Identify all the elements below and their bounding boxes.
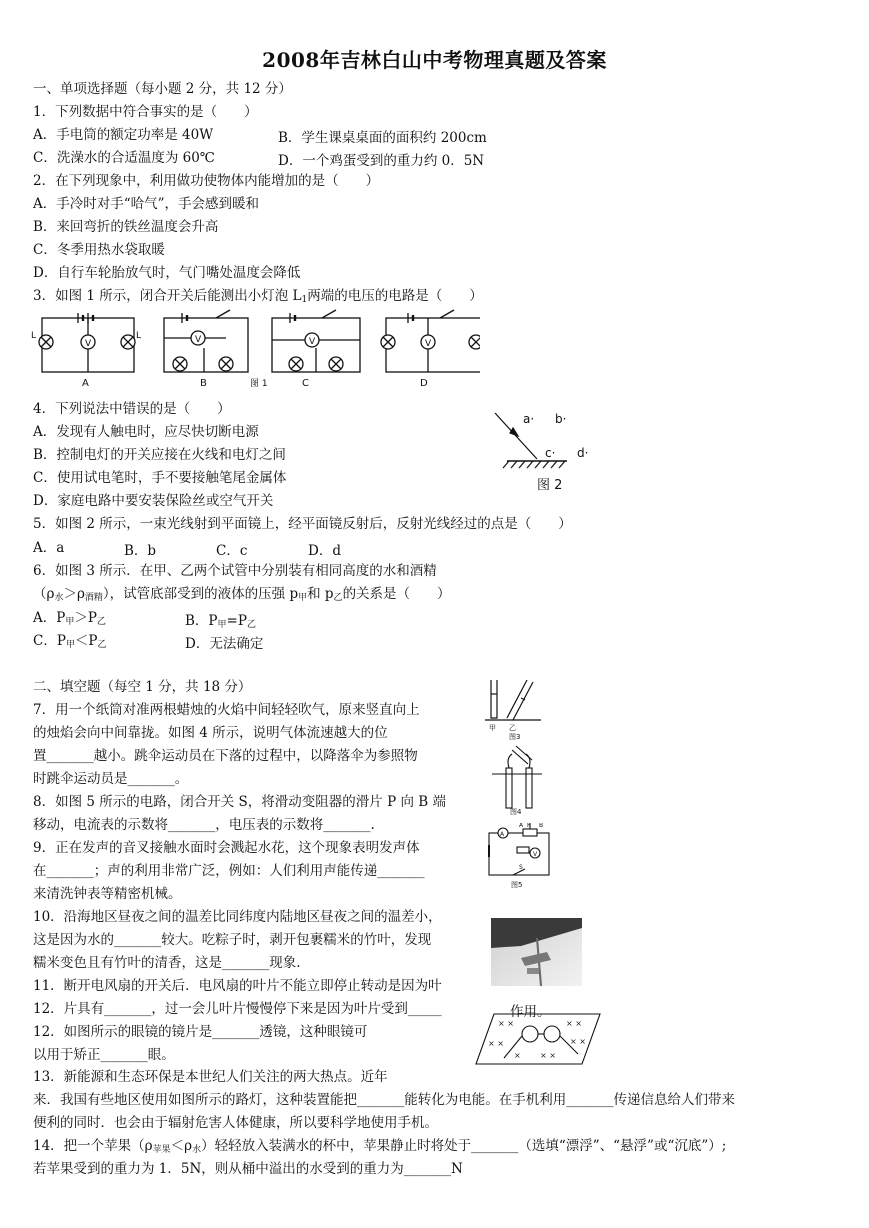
q2-option-a: A．手冷时对手“哈气”，手会感到暖和: [33, 196, 260, 212]
question-4: 4．下列说法中错误的是（ ）: [33, 401, 231, 417]
q4-option-b: B．控制电灯的开关应接在火线和电灯之间: [33, 447, 286, 463]
question-6: 6．如图 3 所示．在甲、乙两个试管中分别装有相同高度的水和酒精: [33, 563, 437, 579]
fig1-meter-a: V: [85, 339, 92, 349]
question-7-line-2: 的烛焰会向中间靠拢。如图 4 所示，说明气体流速越大的位: [33, 725, 388, 741]
fig5-slider-p: P: [527, 823, 531, 829]
question-12a-tail: 作用。: [510, 1004, 551, 1020]
fig1-meter-d: V: [425, 339, 432, 349]
fig1-lamp2-a: L: [136, 331, 142, 341]
question-6-cont: [33, 585, 451, 607]
fig3-caption: 图3: [509, 733, 521, 741]
question-10-line-2: 这是因为水的_______较大。吃粽子时，剥开包裹糯米的竹叶，发现: [33, 932, 432, 948]
q4-option-c: C．使用试电笔时，手不要接触笔尾金属体: [33, 470, 287, 486]
fig5-voltmeter: V: [533, 851, 538, 858]
fig1-label-d: D: [420, 378, 428, 389]
figure-3-test-tubes: [483, 676, 543, 742]
fig5-switch-s: S: [519, 864, 523, 871]
q1-option-d: D．一个鸡蛋受到的重力约 0．5N: [278, 153, 485, 169]
fig2-point-b: b·: [555, 412, 567, 426]
q5-option-a: A．a: [33, 540, 65, 556]
q5-option-c: C．c: [216, 543, 248, 559]
q5-option-b: B．b: [124, 543, 157, 559]
q1-option-a: A．手电筒的额定功率是 40W: [33, 127, 214, 143]
question-10-line-1: 10．沿海地区昼夜之间的温差比同纬度内陆地区昼夜之间的温差小，: [33, 909, 442, 925]
question-13-line-1: 13．新能源和生态环保是本世纪人们关注的两大热点。近年: [33, 1069, 388, 1085]
q14-sub-water: 水: [192, 1145, 202, 1155]
q14-sub-apple: 苹果: [152, 1145, 171, 1155]
section-heading-choice: 一、单项选择题（每小题 2 分，共 12 分）: [33, 81, 292, 97]
fig5-end-a: A: [519, 823, 524, 829]
fig2-point-a: a·: [523, 412, 535, 426]
fig1-label-b: B: [200, 378, 207, 389]
fig1-lamp1-a: L: [31, 331, 37, 341]
question-7-line-1: 7．用一个纸筒对准两根蜡烛的火焰中间轻轻吹气，原来竖直向上: [33, 702, 420, 718]
q6-text-5: 的关系是（ ）: [342, 586, 451, 602]
q6a-pre: A．P: [33, 610, 66, 626]
fig2-point-d: d·: [577, 446, 589, 460]
q6-option-d: D．无法确定: [185, 636, 264, 652]
question-13-line-3: 便利的同时．也会由于辐射危害人体健康，所以要科学地使用手机。: [33, 1115, 438, 1131]
q2-option-d: D．自行车轮胎放气时，气门嘴处温度会降低: [33, 265, 301, 281]
fig4-caption: 图4: [510, 808, 522, 816]
fig1-meter-b: V: [195, 335, 202, 345]
question-8-line-2: 移动，电流表的示数将_______，电压表的示数将_______.: [33, 817, 375, 833]
figure-solar-lamp-photo: [491, 918, 582, 986]
figure-2-mirror: [485, 405, 605, 497]
question-2: 2．在下列现象中，利用做功使物体内能增加的是（ ）: [33, 173, 380, 189]
q3-subscript: 1: [301, 295, 308, 305]
q6a-mid: ＞P: [74, 610, 97, 626]
figure-4-candles: [488, 744, 548, 816]
svg-text:× ×: × ×: [498, 1019, 514, 1028]
question-14-line-1: [33, 1137, 726, 1159]
fig5-ammeter: A: [500, 831, 505, 838]
q14-text-1: 14．把一个苹果（ρ: [33, 1138, 153, 1154]
q6-option-c: [33, 632, 107, 654]
q1-option-b: B．学生课桌桌面的面积约 200cm: [278, 130, 487, 146]
q3-text-post: 两端的电压的电路是（ ）: [307, 288, 483, 304]
question-12b-line-1: 12．如图所示的眼镜的镜片是_______透镜，这种眼镜可: [33, 1024, 368, 1040]
question-11-line-1: 11．断开电风扇的开关后．电风扇的叶片不能立即停止转动是因为叶: [33, 978, 442, 994]
q6-text-3: ），试管底部受到的液体的压强 p: [102, 586, 299, 602]
q6b-pre: B．P: [185, 613, 218, 629]
svg-text:× ×: × ×: [570, 1037, 586, 1046]
q6c-sub2: 乙: [97, 640, 107, 650]
svg-text:× ×: × ×: [566, 1019, 582, 1028]
fig5-caption: 图5: [511, 881, 523, 889]
fig3-label-yi: 乙: [509, 724, 516, 732]
q14-text-3: ）轻轻放入装满水的杯中，苹果静止时将处于_______（选填“漂浮”、“悬浮”或“沉底”）;: [201, 1138, 727, 1154]
q6-option-a: [33, 609, 106, 631]
q3-text-pre: 3．如图 1 所示，闭合开关后能测出小灯泡 L: [33, 288, 302, 304]
section-heading-fill: 二、填空题（每空 1 分，共 18 分）: [33, 679, 252, 695]
fig1-label-a: A: [82, 378, 89, 389]
q6c-mid: ＜P: [74, 633, 98, 649]
question-9-line-3: 来清洗钟表等精密机械。: [33, 886, 182, 902]
q6-text-1: （ρ: [33, 586, 55, 602]
q6-sub-water: 水: [54, 593, 64, 603]
q6c-pre: C．P: [33, 633, 66, 649]
page-title: 2008年吉林白山中考物理真题及答案: [262, 48, 607, 72]
q5-option-d: D．d: [308, 543, 341, 559]
question-5: 5．如图 2 所示，一束光线射到平面镜上，经平面镜反射后，反射光线经过的点是（ ）: [33, 516, 572, 532]
question-14-line-2: 若苹果受到的重力为 1．5N，则从桶中溢出的水受到的重力为_______N: [33, 1161, 463, 1177]
q4-option-d: D．家庭电路中要安装保险丝或空气开关: [33, 493, 274, 509]
q6-sub-jia: 甲: [298, 593, 308, 603]
q6-text-4: 和 p: [307, 586, 334, 602]
svg-text:× ×: × ×: [488, 1039, 504, 1048]
q2-option-b: B．来回弯折的铁丝温度会升高: [33, 219, 219, 235]
q6-sub-alcohol: 酒精: [84, 593, 103, 603]
figure-glasses: [474, 1010, 604, 1068]
fig2-caption: 图 2: [537, 478, 563, 493]
question-10-line-3: 糯米变色且有竹叶的清香，这是_______现象.: [33, 955, 301, 971]
question-7-line-3: 置_______越小。跳伞运动员在下落的过程中，以降落伞为参照物: [33, 748, 418, 764]
q1-option-c: C．洗澡水的合适温度为 60℃: [33, 150, 215, 166]
fig1-caption: 图 1: [250, 379, 268, 389]
question-13-line-2: 来．我国有些地区使用如图所示的路灯，这种装置能把_______能转化为电能。在手机利用_______传递信息给人们带来: [33, 1092, 735, 1108]
q6a-sub2: 乙: [96, 617, 106, 627]
q6a-sub1: 甲: [65, 617, 75, 627]
question-9-line-1: 9．正在发声的音叉接触水面时会溅起水花，这个现象表明发声体: [33, 840, 420, 856]
q2-option-c: C．冬季用热水袋取暖: [33, 242, 165, 258]
q6-sub-yi: 乙: [333, 593, 343, 603]
fig5-end-b: B: [539, 823, 544, 829]
question-9-line-2: 在_______；声的利用非常广泛，例如：人们利用声能传递_______: [33, 863, 425, 879]
question-8-line-1: 8．如图 5 所示的电路，闭合开关 S，将滑动变阻器的滑片 P 向 B 端: [33, 794, 446, 810]
figure-5-circuit: [483, 823, 555, 891]
q6c-sub1: 甲: [65, 640, 75, 650]
question-12b-line-2: 以用于矫正_______眼。: [33, 1047, 175, 1063]
q6b-mid: =P: [226, 613, 247, 629]
q6-option-b: [185, 609, 256, 630]
svg-text:×: ×: [514, 1051, 521, 1060]
question-7-line-4: 时跳伞运动员是_______。: [33, 771, 189, 787]
svg-text:× ×: × ×: [540, 1051, 556, 1060]
q6b-sub2: 乙: [246, 620, 256, 630]
figure-1-circuits: [30, 306, 480, 390]
fig2-point-c: c·: [545, 446, 556, 460]
q6b-sub1: 甲: [217, 620, 227, 630]
q14-text-2: ＜ρ: [170, 1138, 193, 1154]
fig1-label-c: C: [302, 378, 309, 389]
q4-option-a: A．发现有人触电时，应尽快切断电源: [33, 424, 259, 440]
q6-text-2: ＞ρ: [63, 586, 85, 602]
fig1-meter-c: V: [309, 337, 316, 347]
question-1: 1．下列数据中符合事实的是（ ）: [33, 104, 258, 120]
question-12a-line-1: 12．片具有_______，过一会儿叶片慢慢停下来是因为叶片受到_____: [33, 1001, 442, 1017]
fig3-label-jia: 甲: [489, 724, 496, 732]
